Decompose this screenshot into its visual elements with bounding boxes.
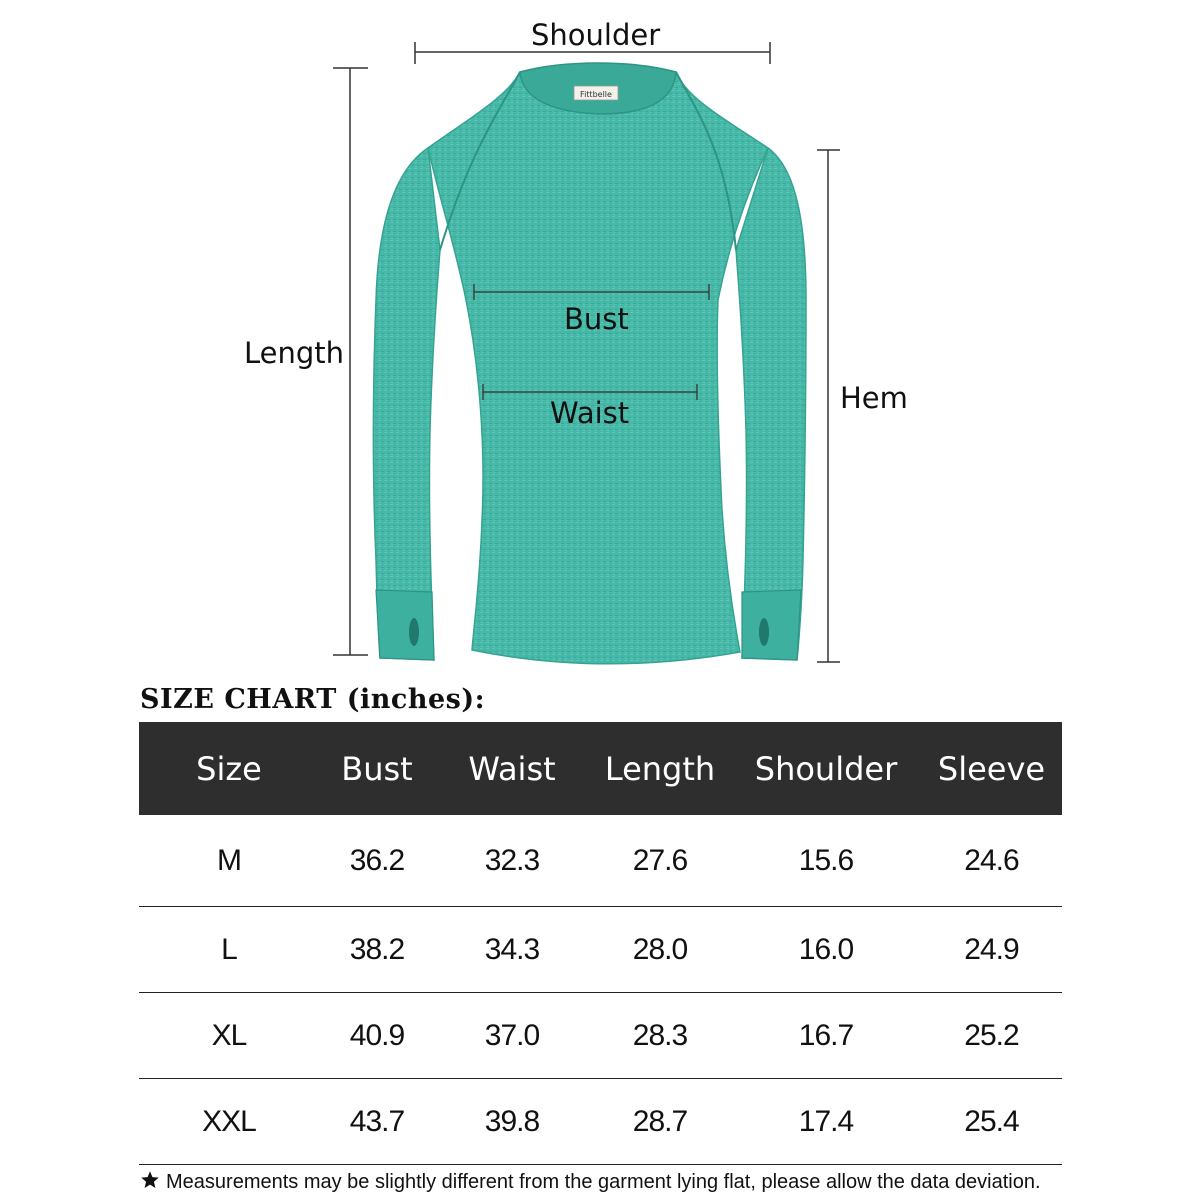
cell-bust: 40.9 xyxy=(319,993,435,1079)
shoulder-label: Shoulder xyxy=(531,18,661,52)
table-row xyxy=(139,815,1062,907)
cell-length: 28.7 xyxy=(589,1079,731,1165)
cell-length: 28.3 xyxy=(589,993,731,1079)
cell-bust: 43.7 xyxy=(319,1079,435,1165)
cell-shoulder: 17.4 xyxy=(731,1079,921,1165)
hem-dimension-line xyxy=(817,150,840,662)
right-cuff xyxy=(742,590,801,660)
right-sleeve xyxy=(736,148,806,660)
cell-shoulder: 16.7 xyxy=(731,993,921,1079)
table-row xyxy=(139,907,1062,993)
column-header-size: Size xyxy=(139,722,319,815)
length-label: Length xyxy=(244,336,345,370)
size-chart-title: SIZE CHART (inches): xyxy=(140,684,486,715)
cell-sleeve: 24.9 xyxy=(921,907,1062,993)
star-icon xyxy=(140,1170,160,1196)
size-chart-table xyxy=(139,722,1062,1165)
hem-label: Hem xyxy=(840,381,908,415)
table-row xyxy=(139,993,1062,1079)
cell-length: 27.6 xyxy=(589,815,731,907)
cell-waist: 39.8 xyxy=(435,1079,589,1165)
bust-label: Bust xyxy=(564,302,629,336)
cell-waist: 37.0 xyxy=(435,993,589,1079)
cell-sleeve: 24.6 xyxy=(921,815,1062,907)
cell-size: L xyxy=(139,907,319,993)
cell-shoulder: 16.0 xyxy=(731,907,921,993)
cell-sleeve: 25.2 xyxy=(921,993,1062,1079)
left-cuff xyxy=(376,590,434,660)
table-header-row xyxy=(139,722,1062,815)
cell-size: XL xyxy=(139,993,319,1079)
measurement-footnote xyxy=(140,1170,1041,1196)
column-header-sleeve: Sleeve xyxy=(921,722,1062,815)
cell-sleeve: 25.4 xyxy=(921,1079,1062,1165)
table-row xyxy=(139,1079,1062,1165)
column-header-bust: Bust xyxy=(319,722,435,815)
cell-shoulder: 15.6 xyxy=(731,815,921,907)
footnote-text: Measurements may be slightly different from the garment lying flat, please allow the data deviation. xyxy=(166,1171,1041,1193)
cell-length: 28.0 xyxy=(589,907,731,993)
cell-size: XXL xyxy=(139,1079,319,1165)
column-header-shoulder: Shoulder xyxy=(731,722,921,815)
waist-label: Waist xyxy=(550,396,630,430)
cell-waist: 34.3 xyxy=(435,907,589,993)
cell-bust: 36.2 xyxy=(319,815,435,907)
brand-tag-text: Fittbelle xyxy=(580,90,612,99)
column-header-waist: Waist xyxy=(435,722,589,815)
left-sleeve xyxy=(373,148,440,660)
cell-waist: 32.3 xyxy=(435,815,589,907)
cell-size: M xyxy=(139,815,319,907)
column-header-length: Length xyxy=(589,722,731,815)
cell-bust: 38.2 xyxy=(319,907,435,993)
